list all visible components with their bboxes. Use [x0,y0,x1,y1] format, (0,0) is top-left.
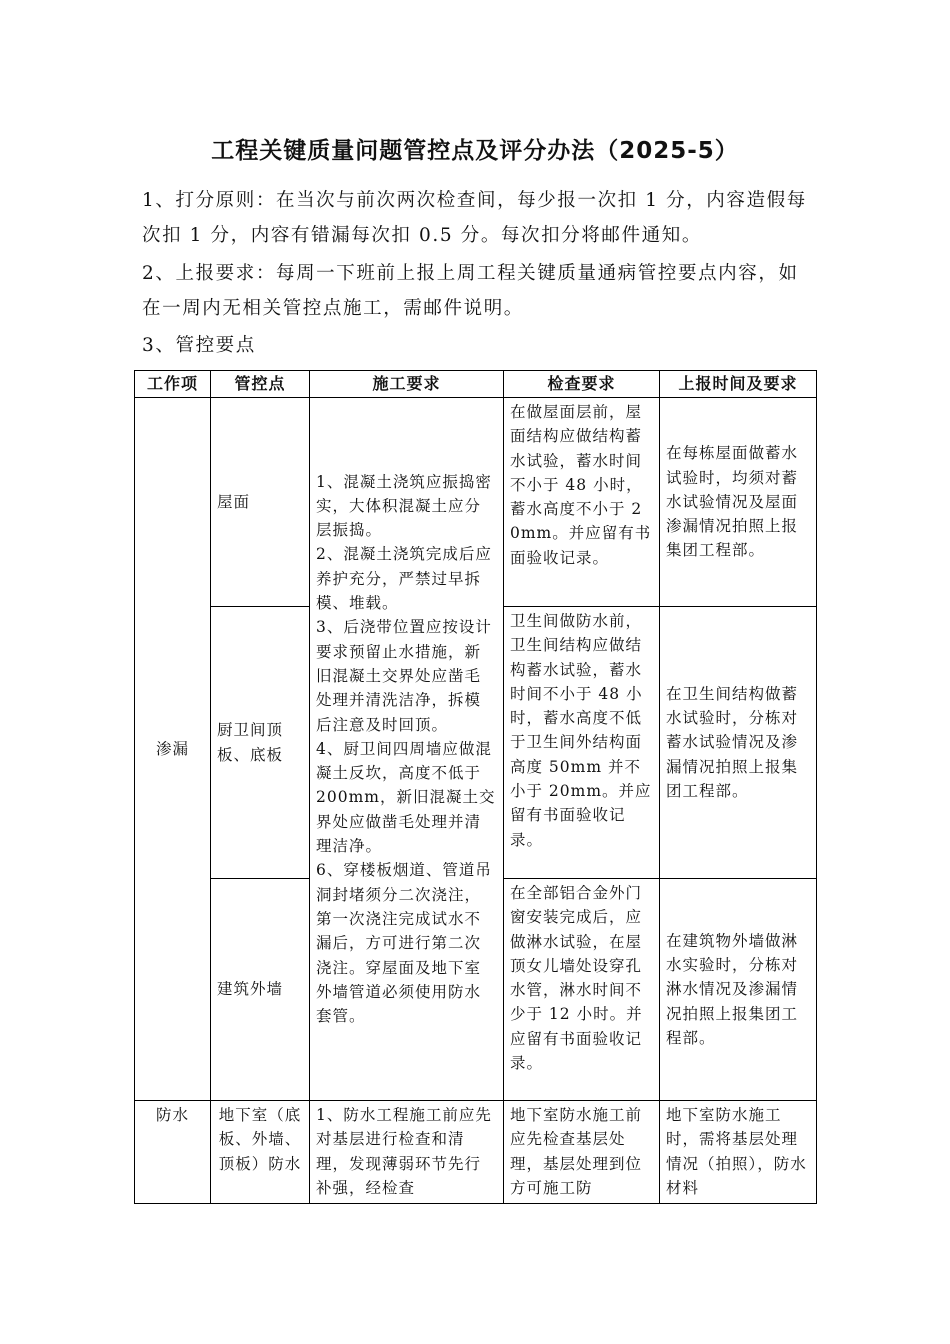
header-work-item: 工作项 [135,371,211,398]
header-inspection-requirement: 检查要求 [504,371,660,398]
work-item-cell: 渗漏 [135,398,211,1101]
control-point-cell: 厨卫间顶板、底板 [211,607,310,879]
header-control-point: 管控点 [211,371,310,398]
control-point-cell: 屋面 [211,398,310,607]
page-title: 工程关键质量问题管控点及评分办法（2025-5） [211,138,739,164]
report-requirement-cell: 在卫生间结构做蓄水试验时，分栋对蓄水试验情况及渗漏情况拍照上报集团工程部。 [660,607,817,879]
control-points-heading: 3、管控要点 [142,335,256,356]
header-construction-requirement: 施工要求 [310,371,504,398]
reporting-requirement: 2、上报要求：每周一下班前上报上周工程关键质量通病管控要点内容，如在一周内无相关管控点施工，需邮件说明。 [142,263,799,319]
report-requirement-cell [660,1101,817,1204]
report-requirement-cell: 在每栋屋面做蓄水试验时，均须对蓄水试验情况及屋面渗漏情况拍照上报集团工程部。 [660,398,817,607]
control-point-cell [211,1101,310,1204]
inspection-requirement-cell: 在做屋面层前，屋面结构应做结构蓄水试验，蓄水时间不小于 48 小时，蓄水高度不小于 20mm。并应留有书面验收记录。 [504,398,660,607]
report-requirement-text: 地下室防水施工时，需将基层处理情况（拍照），防水材料 [666,1106,807,1197]
report-requirement-cell: 在建筑物外墙做淋水实验时，分栋对淋水情况及渗漏情况拍照上报集团工程部。 [660,879,817,1101]
inspection-requirement-cell [504,1101,660,1204]
inspection-requirement-cell: 卫生间做防水前，卫生间结构应做结构蓄水试验，蓄水时间不小于 48 小时，蓄水高度不低于卫生间外结构面高度 50mm 并不小于 20mm。并应留有书面验收记录。 [504,607,660,879]
construction-requirement-cell [310,1101,504,1204]
header-report-requirement: 上报时间及要求 [660,371,817,398]
inspection-requirement-cell: 在全部铝合金外门窗安装完成后，应做淋水试验，在屋顶女儿墙处设穿孔水管，淋水时间不少于 12 小时。并应留有书面验收记录。 [504,879,660,1101]
construction-requirement-cell: 1、混凝土浇筑应振捣密实，大体积混凝土应分层振捣。 2、混凝土浇筑完成后应养护充分，严禁过早拆模、堆载。 3、后浇带位置应按设计要求预留止水措施，新旧混凝土交界处应凿毛处理并清洗洁净，拆模后注意及时回顶。 4、厨卫间四周墙应做混凝土反坎，高度不低于 200mm，新旧混凝土交界处应做凿毛处理并清理洁净。 6、穿楼板烟道、管道吊洞封堵须分二次浇注，第一次浇注完成试水不漏后，方可进行第二次浇注。穿屋面及地下室外墙管道必须使用防水套管。 [310,398,504,1101]
control-points-table [134,370,817,1204]
scoring-principle: 1、打分原则：在当次与前次两次检查间，每少报一次扣 1 分，内容造假每次扣 1 分，内容有错漏每次扣 0.5 分。每次扣分将邮件通知。 [142,190,807,246]
work-item-cell: 防水 [135,1101,211,1204]
control-point-cell: 建筑外墙 [211,879,310,1101]
table-row [135,398,817,607]
inspection-requirement-text: 地下室防水施工前应先检查基层处理，基层处理到位方可施工防 [510,1106,643,1197]
table-header-row [135,371,817,398]
control-point-text: 地下室（底板、外墙、顶板）防水 [218,1106,302,1173]
construction-requirement-text: 1、防水工程施工前应先对基层进行检查和清理，发现薄弱环节先行补强，经检查 [316,1106,492,1197]
table-row [135,1101,817,1204]
